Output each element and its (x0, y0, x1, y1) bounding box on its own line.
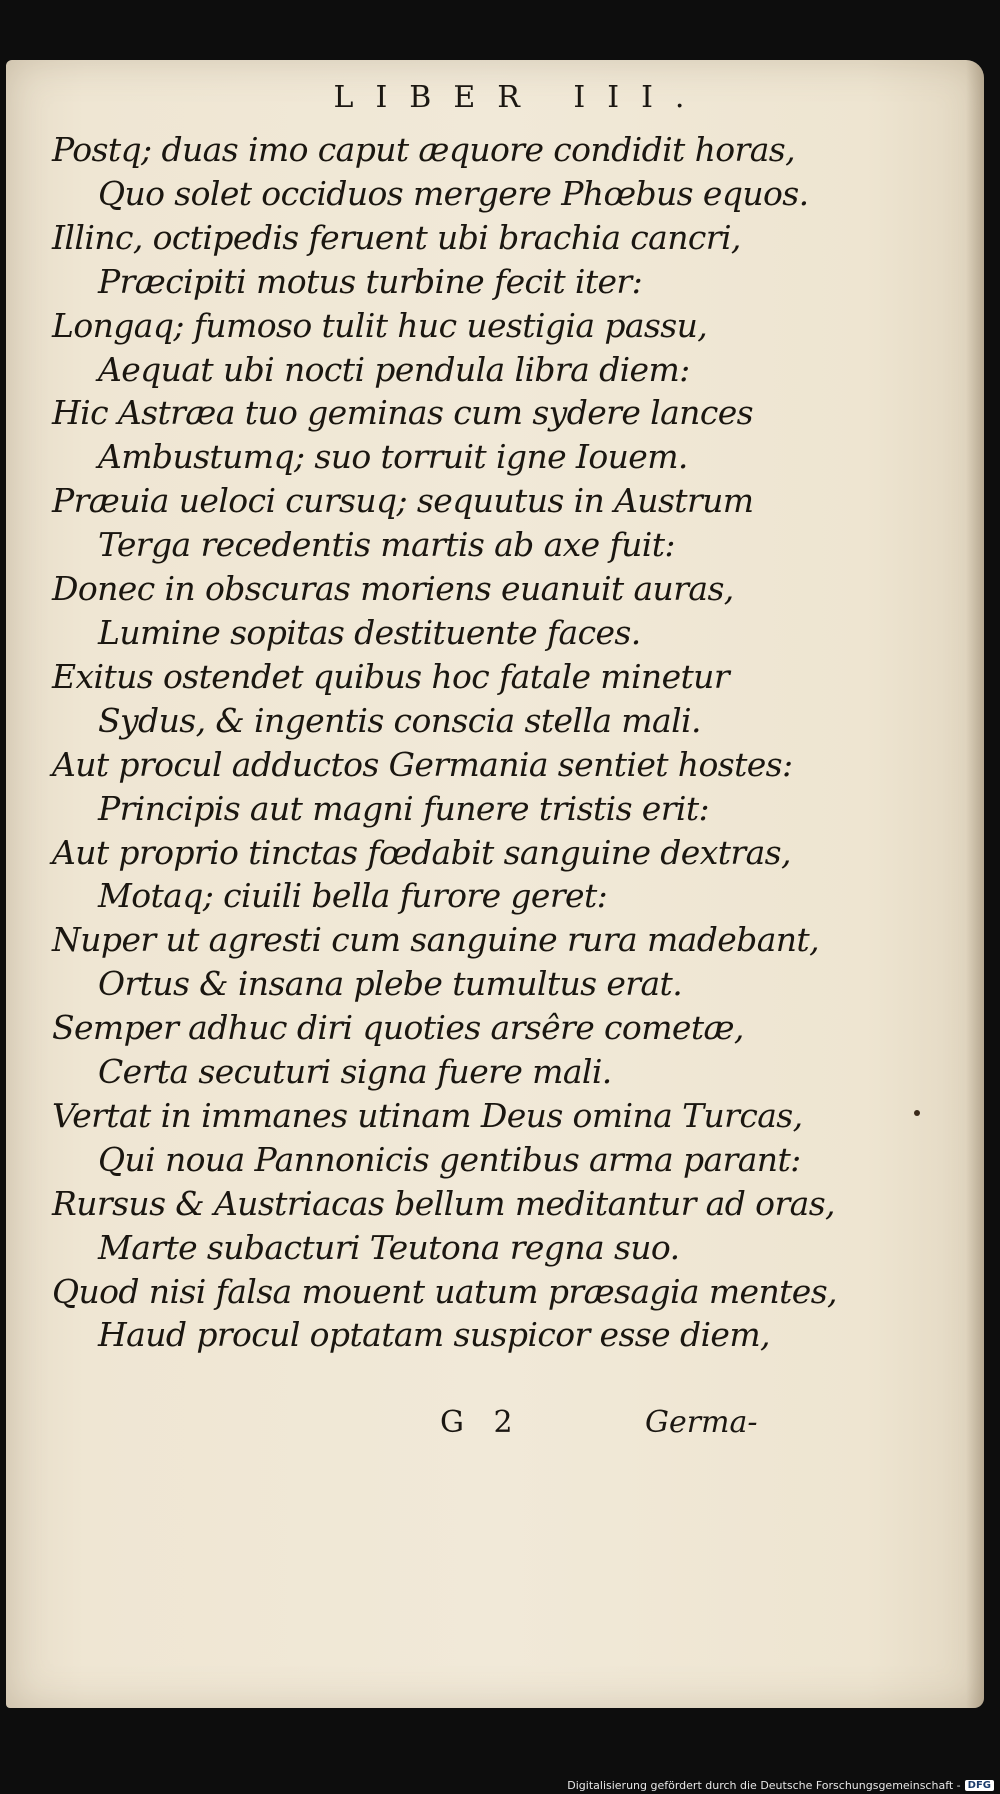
verse-line: Qui noua Pannonicis gentibus arma parant: (98, 1139, 801, 1179)
verse-line: Sydus, & ingentis conscia stella mali. (98, 700, 701, 740)
verse-line: Marte subacturi Teutona regna suo. (98, 1227, 680, 1267)
verse-line: Postq; duas imo caput æquore condidit horas, (52, 130, 795, 169)
running-header: LIBER III. (333, 80, 707, 115)
catchword: Germa- (645, 1405, 758, 1440)
verse-line: Haud procul optatam suspicor esse diem, (98, 1315, 770, 1355)
credit-text: Digitalisierung gefördert durch die Deutsche Forschungsgemeinschaft - (567, 1779, 961, 1792)
verse-line: Ortus & insana plebe tumultus erat. (98, 964, 683, 1004)
page-edge (966, 60, 984, 1708)
verse-line: Exitus ostendet quibus hoc fatale minetur (52, 656, 729, 696)
verse-line: Vertat in immanes utinam Deus omina Turcas, (52, 1095, 803, 1135)
verse-line: Præuia ueloci cursuq; sequutus in Austrum (52, 481, 754, 521)
dfg-logo-icon: DFG (965, 1780, 994, 1791)
verse-line: Ambustumq; suo torruit igne Iouem. (98, 437, 688, 477)
verse-block (52, 128, 952, 1357)
verse-line: Donec in obscuras moriens euanuit auras, (52, 569, 734, 609)
verse-line: Præcipiti motus turbine fecit iter: (98, 261, 643, 301)
verse-line: Longaq; fumoso tulit huc uestigia passu, (52, 305, 708, 345)
digitization-credit (567, 1779, 994, 1792)
verse-line: Rursus & Austriacas bellum meditantur ad oras, (52, 1183, 835, 1223)
verse-line: Hic Astræa tuo geminas cum sydere lances (52, 393, 753, 433)
verse-line: Aut proprio tinctas fœdabit sanguine dextras, (52, 832, 791, 872)
verse-line: Semper adhuc diri quoties arsêre cometæ, (52, 1008, 744, 1048)
verse-line: Lumine sopitas destituente faces. (98, 612, 641, 652)
signature-mark: G 2 (440, 1405, 523, 1440)
verse-line: Illinc, octipedis feruent ubi brachia cancri, (52, 217, 741, 257)
verse-line: Principis aut magni funere tristis erit: (98, 788, 710, 828)
verse-line: Quod nisi falsa mouent uatum præsagia mentes, (52, 1271, 837, 1311)
verse-line: Aequat ubi nocti pendula libra diem: (98, 349, 690, 389)
verse-line: Motaq; ciuili bella furore geret: (98, 876, 608, 916)
verse-line: Terga recedentis martis ab axe fuit: (98, 525, 675, 565)
verse-line: Nuper ut agresti cum sanguine rura madebant, (52, 920, 819, 960)
verse-line: Quo solet occiduos mergere Phœbus equos. (98, 173, 809, 213)
verse-line: Aut procul adductos Germania sentiet hostes: (52, 744, 793, 784)
verse-line: Certa secuturi signa fuere mali. (98, 1052, 612, 1092)
